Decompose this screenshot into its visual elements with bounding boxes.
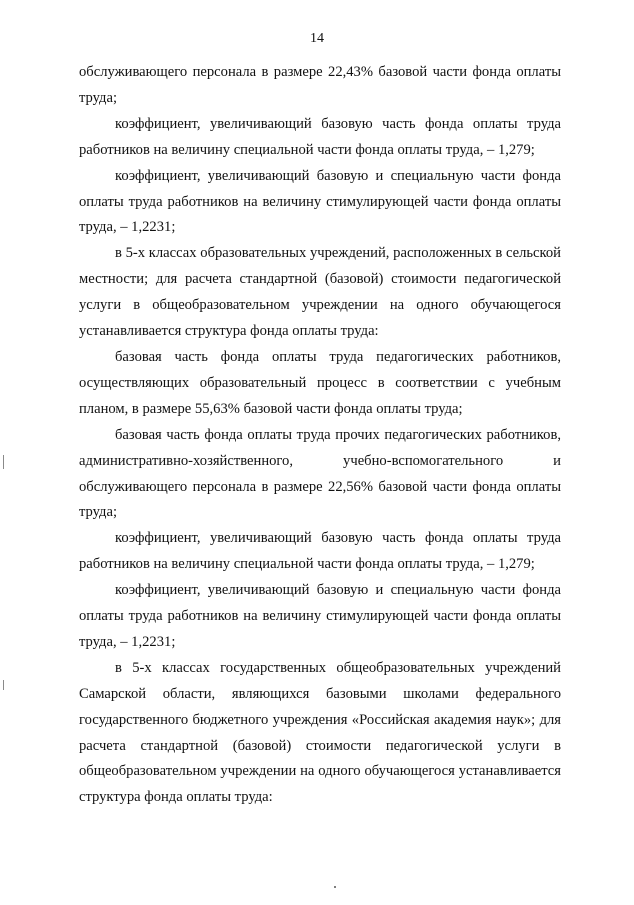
scan-edge-mark	[3, 455, 4, 469]
scan-edge-mark	[3, 680, 4, 690]
paragraph: в 5-х классах образовательных учреждений, расположенных в сельской местности; для расчета стандартной (базовой) стоимости педагогической услуги в общеобразовательном учреждении на одного обучающегося устанавливается структура фонда оплаты труда:	[79, 245, 561, 340]
paragraph: коэффициент, увеличивающий базовую и специальную части фонда оплаты труда работников на величину стимулирующей части фонда оплаты труда, – 1,2231;	[79, 582, 561, 650]
paragraph: коэффициент, увеличивающий базовую часть фонда оплаты труда работников на величину специальной части фонда оплаты труда, – 1,279;	[79, 115, 561, 158]
paragraph: базовая часть фонда оплаты труда педагогических работников, осуществляющих образовательный процесс в соответствии с учебным планом, в размере 55,63% базовой части фонда оплаты труда;	[79, 348, 561, 417]
paragraph-continuation: обслуживающего персонала в размере 22,43% базовой части фонда оплаты труда;	[79, 64, 561, 106]
page-number: 14	[310, 31, 324, 46]
paragraph: коэффициент, увеличивающий базовую и специальную части фонда оплаты труда работников на величину стимулирующей части фонда оплаты труда, – 1,2231;	[79, 167, 561, 236]
paragraph: в 5-х классах государственных общеобразовательных учреждений Самарской области, являющихся базовыми школами федерального государственного бюджетного учреждения «Российская академия наук»; для расчета стандартной (базовой) стоимости педагогической услуги в общеобразовательном учреждении на одного обучающегося устанавливается структура фонда оплаты труда:	[79, 659, 561, 806]
paragraph: коэффициент, увеличивающий базовую часть фонда оплаты труда работников на величину специальной части фонда оплаты труда, – 1,279;	[79, 530, 561, 573]
document-body	[79, 60, 561, 811]
paragraph: базовая часть фонда оплаты труда прочих педагогических работников, административно-хозяйственного, учебно-вспомогательного и обслуживающего персонала в размере 22,56% базовой части фонда оплаты труда;	[79, 426, 561, 521]
scan-dot	[334, 886, 336, 888]
